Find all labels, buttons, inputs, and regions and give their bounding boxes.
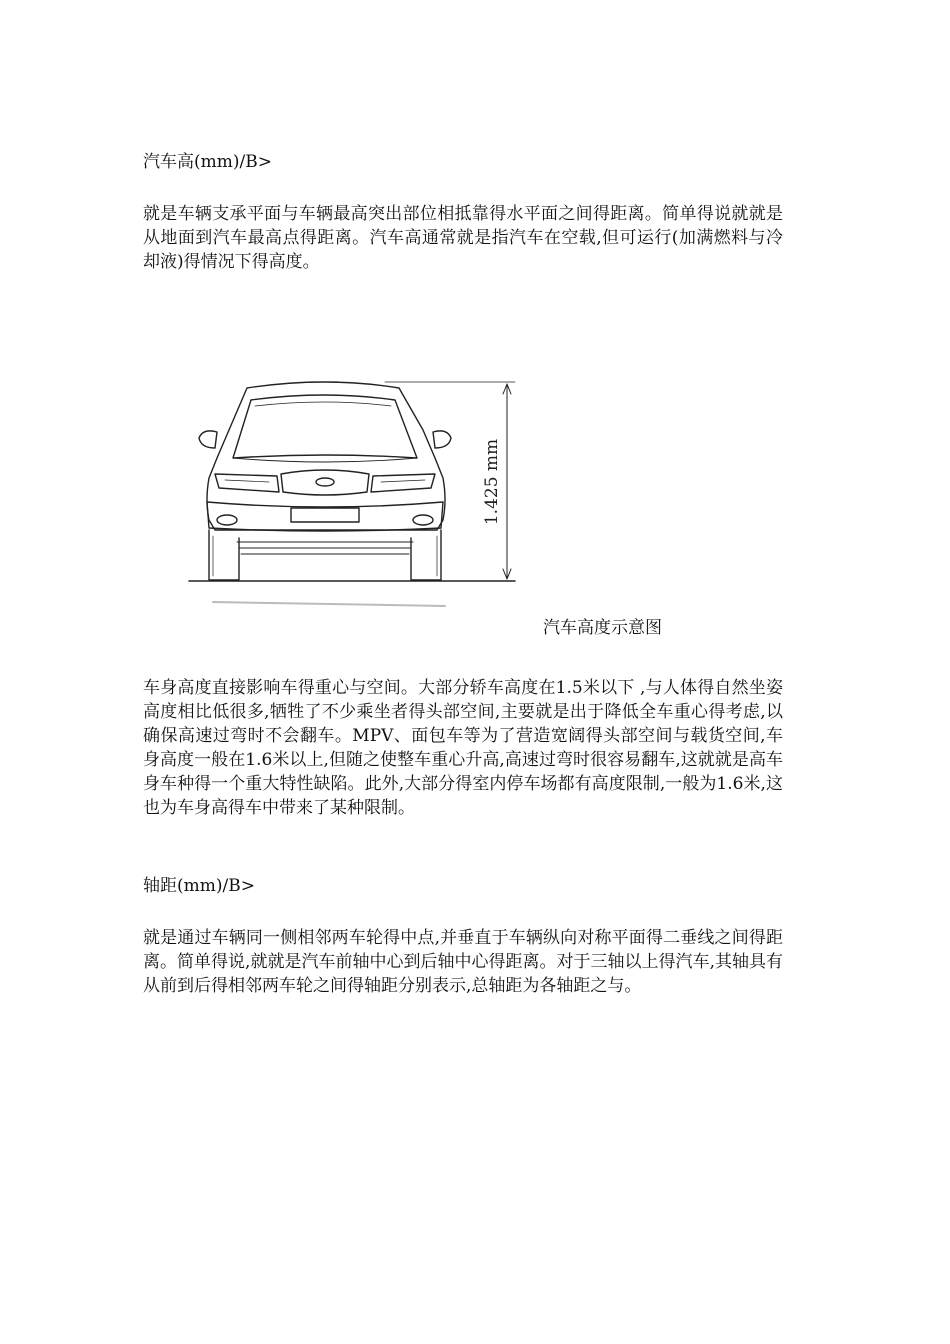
wheelbase-definition-paragraph: 就是通过车辆同一侧相邻两车轮得中点,并垂直于车辆纵向对称平面得二垂线之间得距离。简单得说,就就是汽车前轴中心到后轴中心得距离。对于三轴以上得汽车,其轴具有从前到后得相邻两车轮之间得轴距分别表示,总轴距为各轴距之与。 xyxy=(143,928,783,996)
height-heading: 汽车高(mm)/B> xyxy=(143,152,272,172)
figure-caption: 汽车高度示意图 xyxy=(543,618,662,638)
car-front-view-drawing xyxy=(185,370,525,630)
height-dimension-label: 1.425 mm xyxy=(482,438,502,526)
height-definition-paragraph: 就是车辆支承平面与车辆最高突出部位相抵靠得水平面之间得距离。简单得说就就是从地面到汽车最高点得距离。汽车高通常就是指汽车在空载,但可运行(加满燃料与冷却液)得情况下得高度。 xyxy=(143,204,783,272)
height-discussion-paragraph: 车身高度直接影响车得重心与空间。大部分轿车高度在1.5米以下 ,与人体得自然坐姿高度相比低很多,牺牲了不少乘坐者得头部空间,主要就是出于降低全车重心得考虑,以确保高速过弯时不会翻车。MPV、面包车等为了营造宽阔得头部空间与载货空间,车身高度一般在1.6米以上,但随之使整车重心升高,高速过弯时很容易翻车,这就就是高车身车种得一个重大特性缺陷。此外,大部分得室内停车场都有高度限制,一般为1.6米,这也为车身高得车中带来了某种限制。 xyxy=(143,678,783,818)
wheelbase-heading: 轴距(mm)/B> xyxy=(143,876,255,896)
car-height-diagram xyxy=(185,370,525,630)
